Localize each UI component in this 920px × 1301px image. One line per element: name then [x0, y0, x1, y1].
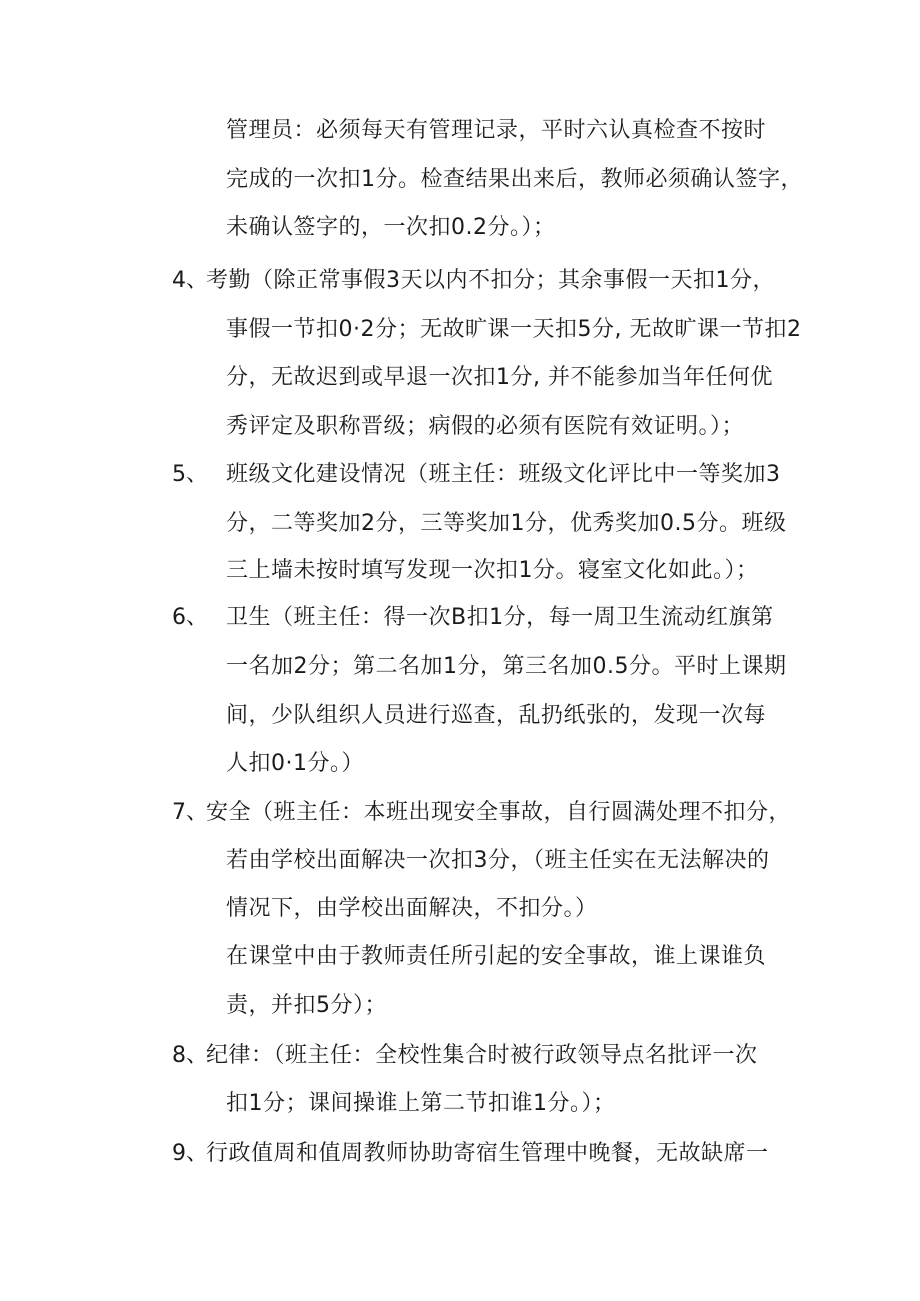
item-line: 考勤（除正常事假3天以内不扣分；其余事假一天扣1分， — [206, 268, 775, 293]
item-line: 间，少队组织人员进行巡查，乱扔纸张的，发现一次每 — [226, 703, 767, 728]
item-line: 分，无故迟到或早退一次扣1分, 并不能参加当年任何优 — [226, 365, 773, 390]
item-number: 5、 — [172, 462, 208, 487]
item-line: 分，二等奖加2分，三等奖加1分，优秀奖加0.5分。班级 — [226, 511, 787, 536]
intro-line: 未确认签字的，一次扣0.2分。）； — [226, 215, 556, 240]
item-line: 人扣0·1分。） — [226, 751, 364, 776]
item-line: 班级文化建设情况（班主任：班级文化评比中一等奖加3 — [226, 462, 781, 487]
item-line: 三上墙未按时填写发现一次扣1分。寝室文化如此。）； — [226, 558, 759, 583]
item-line: 情况下，由学校出面解决，不扣分。） — [226, 896, 598, 921]
item-line: 纪律：（班主任：全校性集合时被行政领导点名批评一次 — [206, 1043, 758, 1068]
item-number: 4、 — [172, 268, 208, 293]
item-line: 卫生（班主任：得一次B扣1分，每一周卫生流动红旗第 — [226, 605, 774, 630]
item-line: 扣1分；课间操谁上第二节扣谁1分。）； — [226, 1091, 616, 1116]
item-line: 责，并扣5分）； — [226, 993, 387, 1018]
item-line: 在课堂中由于教师责任所引起的安全事故，谁上课谁负 — [226, 944, 767, 969]
item-number: 6、 — [172, 605, 208, 630]
item-line: 一名加2分；第二名加1分，第三名加0.5分。平时上课期 — [226, 654, 787, 679]
item-line: 秀评定及职称晋级；病假的必须有医院有效证明。）； — [226, 414, 745, 439]
item-line: 安全（班主任：本班出现安全事故，自行圆满处理不扣分， — [206, 800, 792, 825]
item-number: 7、 — [172, 800, 208, 825]
item-line: 事假一节扣0·2分；无故旷课一天扣5分, 无故旷课一节扣2 — [226, 317, 802, 342]
intro-line: 管理员：必须每天有管理记录，平时六认真检查不按时 — [226, 118, 767, 143]
item-number: 8、 — [172, 1043, 208, 1068]
item-number: 9、 — [172, 1141, 208, 1166]
item-line: 若由学校出面解决一次扣3分，（班主任实在无法解决的 — [226, 848, 770, 873]
item-line: 行政值周和值周教师协助寄宿生管理中晚餐，无故缺席一 — [206, 1141, 769, 1166]
intro-line: 完成的一次扣1分。检查结果出来后，教师必须确认签字， — [226, 167, 803, 192]
